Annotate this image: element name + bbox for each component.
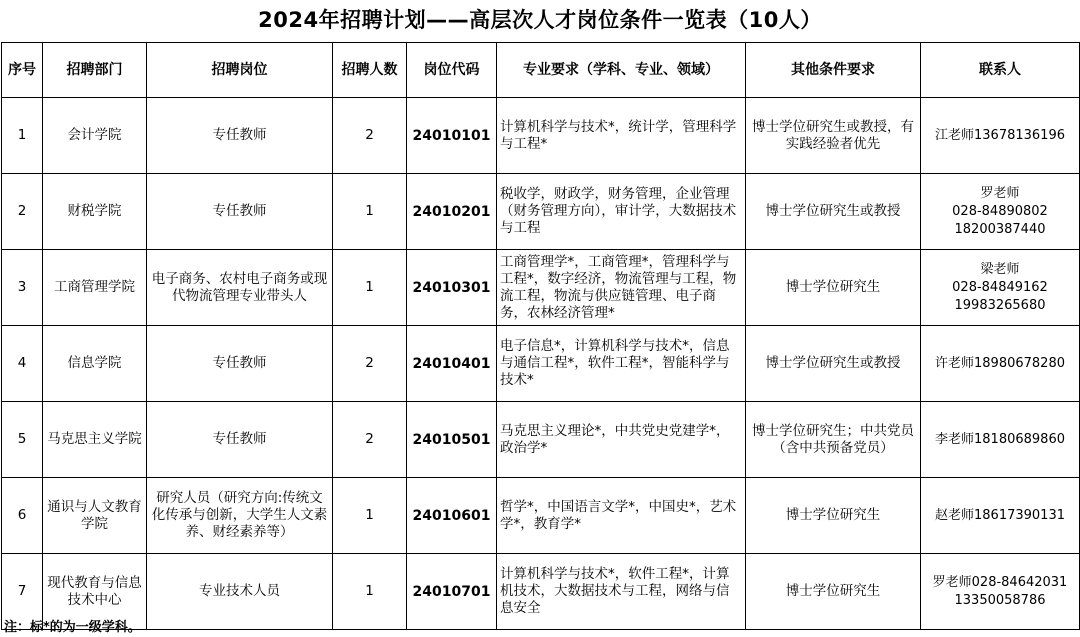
cell-other: 博士学位研究生或教授 [746,326,921,402]
cell-other: 博士学位研究生或教授 [746,174,921,250]
table-header-row [2,43,1080,98]
cell-contact [921,402,1080,478]
cell-count: 2 [333,326,407,402]
table-row [2,326,1080,402]
header-contact: 联系人 [921,43,1080,98]
cell-other: 博士学位研究生 [746,250,921,326]
cell-index: 2 [2,174,43,250]
header-position: 招聘岗位 [147,43,333,98]
header-other: 其他条件要求 [746,43,921,98]
contact-line: 19983265680 [954,297,1046,313]
cell-major: 计算机科学与技术*，统计学，管理科学与工程* [497,98,746,174]
cell-department: 财税学院 [43,174,147,250]
contact-line: 许老师18980678280 [935,355,1065,371]
cell-major: 电子信息*，计算机科学与技术*，信息与通信工程*，软件工程*，智能科学与技术* [497,326,746,402]
cell-index: 4 [2,326,43,402]
cell-index: 7 [2,554,43,630]
table-row [2,554,1080,630]
header-department: 招聘部门 [43,43,147,98]
cell-major: 工商管理学*，工商管理*，管理科学与工程*，数字经济，物流管理与工程，物流工程，物流与供应链管理、电子商务，农林经济管理* [497,250,746,326]
contact-line: 罗老师028-84642031 [932,574,1068,590]
footnote: 注：标*的为一级学科。 [4,620,141,635]
cell-other: 博士学位研究生 [746,554,921,630]
contact-line: 李老师18180689860 [935,431,1065,447]
header-code: 岗位代码 [407,43,497,98]
header-index: 序号 [2,43,43,98]
cell-position: 专任教师 [147,402,333,478]
cell-index: 1 [2,98,43,174]
cell-code: 24010701 [407,554,497,630]
cell-department: 通识与人文教育学院 [43,478,147,554]
cell-count: 1 [333,554,407,630]
cell-code: 24010301 [407,250,497,326]
cell-index: 6 [2,478,43,554]
table-row [2,98,1080,174]
cell-major: 哲学*，中国语言文学*，中国史*，艺术学*，教育学* [497,478,746,554]
contact-line: 梁老师 [980,261,1020,277]
contact-line: 13350058786 [954,592,1046,608]
cell-position: 研究人员（研究方向:传统文化传承与创新，大学生人文素养、财经素养等） [147,478,333,554]
contact-line: 028-84890802 [952,203,1048,219]
cell-count: 1 [333,478,407,554]
cell-count: 2 [333,402,407,478]
table-row [2,250,1080,326]
cell-contact [921,174,1080,250]
cell-count: 2 [333,98,407,174]
header-major: 专业要求（学科、专业、领域） [497,43,746,98]
cell-department: 现代教育与信息技术中心 [43,554,147,630]
contact-line: 赵老师18617390131 [935,507,1065,523]
cell-contact [921,554,1080,630]
contact-line: 028-84849162 [952,279,1048,295]
cell-count: 1 [333,174,407,250]
cell-other: 博士学位研究生或教授，有实践经验者优先 [746,98,921,174]
table-row [2,402,1080,478]
cell-major: 计算机科学与技术*，软件工程*，计算机技术，大数据技术与工程，网络与信息安全 [497,554,746,630]
page-title: 2024年招聘计划——高层次人才岗位条件一览表（10人） [258,8,822,32]
cell-department: 会计学院 [43,98,147,174]
cell-major: 税收学，财政学，财务管理，企业管理（财务管理方向），审计学，大数据技术与工程 [497,174,746,250]
table-row [2,174,1080,250]
table-body [2,98,1080,630]
cell-count: 1 [333,250,407,326]
cell-contact [921,250,1080,326]
cell-position: 专业技术人员 [147,554,333,630]
cell-index: 5 [2,402,43,478]
table-row [2,478,1080,554]
cell-department: 马克思主义学院 [43,402,147,478]
cell-code: 24010201 [407,174,497,250]
recruitment-table [1,42,1080,630]
cell-contact [921,478,1080,554]
contact-line: 江老师13678136196 [935,127,1065,143]
contact-line: 罗老师 [980,185,1020,201]
cell-major: 马克思主义理论*，中共党史党建学*，政治学* [497,402,746,478]
cell-position: 电子商务、农村电子商务或现代物流管理专业带头人 [147,250,333,326]
cell-code: 24010401 [407,326,497,402]
contact-line: 18200387440 [954,221,1046,237]
header-count: 招聘人数 [333,43,407,98]
cell-code: 24010101 [407,98,497,174]
cell-code: 24010601 [407,478,497,554]
cell-position: 专任教师 [147,326,333,402]
cell-contact [921,326,1080,402]
cell-index: 3 [2,250,43,326]
cell-department: 工商管理学院 [43,250,147,326]
cell-contact [921,98,1080,174]
cell-department: 信息学院 [43,326,147,402]
cell-other: 博士学位研究生；中共党员（含中共预备党员） [746,402,921,478]
cell-other: 博士学位研究生 [746,478,921,554]
cell-position: 专任教师 [147,98,333,174]
cell-code: 24010501 [407,402,497,478]
cell-position: 专任教师 [147,174,333,250]
